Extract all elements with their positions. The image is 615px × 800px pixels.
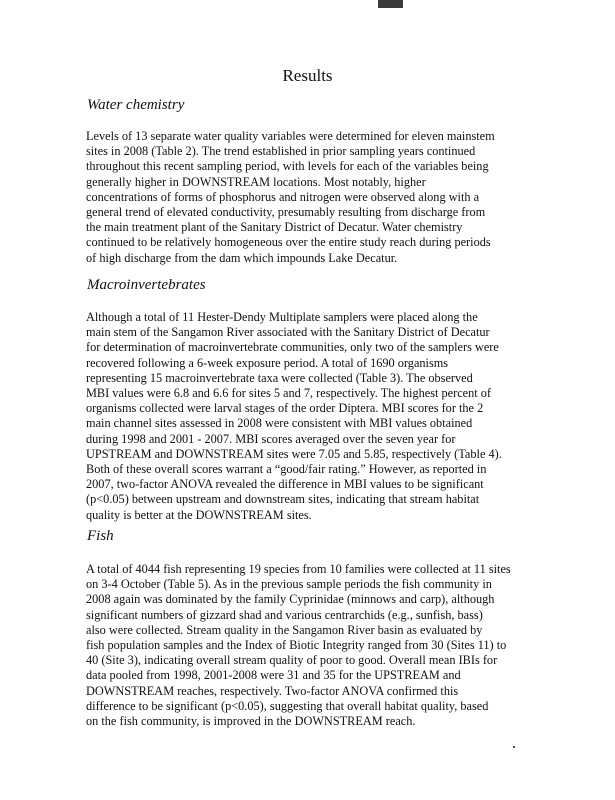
text-line: MBI values were 6.8 and 6.6 for sites 5 and 7, respectively. The highest percent of	[86, 386, 491, 401]
text-line: UPSTREAM and DOWNSTREAM sites were 7.05 and 5.85, respectively (Table 4).	[86, 446, 502, 461]
text-line: DOWNSTREAM reaches, respectively. Two-factor ANOVA confirmed this	[86, 683, 459, 698]
text-line: organisms collected were larval stages of the order Diptera. MBI scores for the 2	[86, 401, 484, 416]
section-heading-water-chemistry: Water chemistry	[87, 97, 185, 113]
text-line: of high discharge from the dam which impounds Lake Decatur.	[86, 250, 398, 265]
text-line: 2008 again was dominated by the family Cyprinidae (minnows and carp), although	[86, 592, 495, 607]
text-line: data pooled from 1998, 2001-2008 were 31 and 35 for the UPSTREAM and	[86, 668, 461, 683]
text-line: generally higher in DOWNSTREAM locations. Most notably, higher	[86, 174, 426, 189]
text-line: representing 15 macroinvertebrate taxa were collected (Table 3). The observed	[86, 370, 473, 385]
text-line: Levels of 13 separate water quality variables were determined for eleven mainstem	[86, 129, 495, 143]
text-line: general trend of elevated conductivity, presumably resulting from discharge from	[86, 205, 486, 220]
text-line: on 3-4 October (Table 5). As in the previous sample periods the fish community in	[86, 577, 492, 592]
scan-speck	[513, 746, 515, 748]
text-line: Although a total of 11 Hester-Dendy Multiplate samplers were placed along the	[86, 310, 478, 324]
page-title: Results	[282, 66, 333, 85]
scan-artifact-mark	[378, 0, 403, 8]
text-line: fish population samples and the Index of Biotic Integrity ranged from 30 (Sites 11) to	[86, 638, 507, 653]
text-line: significant numbers of gizzard shad and various centrarchids (e.g., sunfish, bass)	[86, 607, 483, 622]
text-line: sites in 2008 (Table 2). The trend established in prior sampling years continued	[86, 144, 476, 159]
text-line: throughout this recent sampling period, with levels for each of the variables being	[86, 159, 489, 174]
text-line: A total of 4044 fish representing 19 species from 10 families were collected at 11 sites	[86, 562, 511, 576]
paragraph-fish	[86, 562, 531, 729]
text-line: 40 (Site 3), indicating overall stream quality of poor to good. Overall mean IBIs for	[86, 653, 498, 668]
text-line: for determination of macroinvertebrate communities, only two of the samplers were	[86, 340, 499, 355]
text-line: the main treatment plant of the Sanitary District of Decatur. Water chemistry	[86, 220, 463, 235]
text-line: (p<0.05) between upstream and downstream sites, indicating that stream habitat	[86, 492, 480, 507]
text-line: main channel sites assessed in 2008 were consistent with MBI values obtained	[86, 416, 473, 431]
text-line: quality is better at the DOWNSTREAM sites.	[86, 507, 312, 522]
text-line: Both of these overall scores warrant a “good/fair rating.” However, as reported in	[86, 462, 487, 477]
text-line: on the fish community, is improved in the DOWNSTREAM reach.	[86, 714, 416, 729]
text-line: concentrations of forms of phosphorus and nitrogen were observed along with a	[86, 189, 480, 204]
section-heading-fish: Fish	[87, 528, 114, 544]
text-line: during 1998 and 2001 - 2007. MBI scores averaged over the seven year for	[86, 431, 456, 446]
text-line: also were collected. Stream quality in the Sangamon River basin as evaluated by	[86, 622, 483, 637]
paragraph-macroinvertebrates	[86, 310, 531, 523]
text-line: recovered following a 6-week exposure period. A total of 1690 organisms	[86, 355, 449, 370]
paragraph-water-chemistry	[86, 129, 531, 266]
section-heading-macroinvertebrates: Macroinvertebrates	[87, 277, 206, 293]
text-line: 2007, two-factor ANOVA revealed the difference in MBI values to be significant	[86, 477, 484, 492]
text-line: difference to be significant (p<0.05), suggesting that overall habitat quality, based	[86, 698, 489, 713]
text-line: main stem of the Sangamon River associated with the Sanitary District of Decatur	[86, 325, 490, 340]
text-line: continued to be relatively homogeneous over the entire study reach during periods	[86, 235, 491, 250]
